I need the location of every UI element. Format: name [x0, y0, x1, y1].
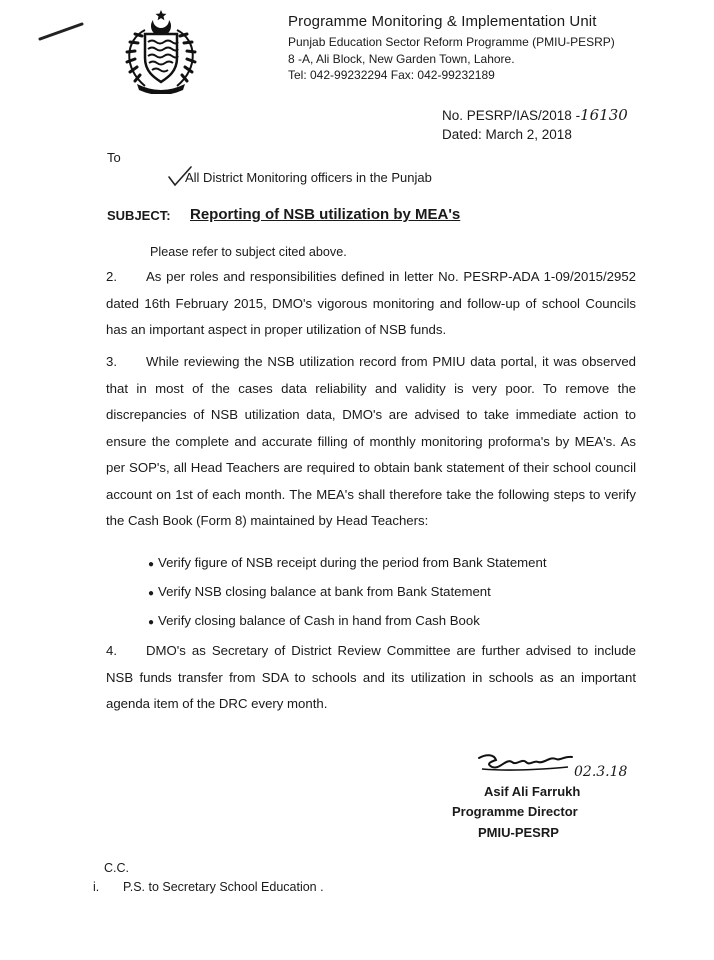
organization-name: Programme Monitoring & Implementation Unit: [288, 13, 597, 30]
subject-label: SUBJECT:: [107, 208, 171, 223]
signatory-name: Asif Ali Farrukh: [484, 784, 581, 799]
letter-date: Dated: March 2, 2018: [442, 127, 572, 142]
cc-item-text: P.S. to Secretary School Education .: [123, 880, 324, 894]
verification-steps-list: [148, 548, 547, 635]
reference-number-printed: No. PESRP/IAS/2018 -: [442, 108, 581, 123]
paragraph-2: [106, 264, 636, 344]
paragraph-number: 3.: [106, 354, 117, 369]
cc-item-numeral: i.: [93, 880, 100, 894]
bullet-icon: ●: [148, 559, 155, 570]
signature-date: 02.3.18: [574, 764, 628, 780]
list-item: ● Verify NSB closing balance at bank from Bank Statement: [148, 577, 547, 606]
programme-name: Punjab Education Sector Reform Programme (PMIU-PESRP): [288, 35, 615, 49]
reference-number: [442, 106, 628, 124]
list-item: ● Verify closing balance of Cash in hand from Cash Book: [148, 606, 547, 635]
paragraph-number: 2.: [106, 269, 117, 284]
bullet-icon: ●: [148, 617, 155, 628]
recipient-line: All District Monitoring officers in the Punjab: [185, 170, 432, 185]
reference-number-handwritten: 16130: [580, 106, 628, 124]
contact-numbers: Tel: 042-99232294 Fax: 042-99232189: [288, 68, 495, 82]
paragraph-3: [106, 349, 636, 535]
paragraph-text: While reviewing the NSB utilization record from PMIU data portal, it was observed that in most of the cases data reliability and validity is very poor. To remove the discrepancies of NSB utilization data, DMO's are advised to take immediate action to ensure the complete and accurate filling of monthly monitoring proforma's by MEA's. As per SOP's, all Head Teachers are required to obtain bank statement of their school council account on 1st of each month. The MEA's shall therefore take the following steps to verify the Cash Book (Form 8) maintained by Head Teachers:: [106, 354, 636, 528]
paragraph-number: 4.: [106, 643, 117, 658]
paragraph-4: [106, 638, 636, 718]
handwritten-signature: [476, 752, 576, 774]
list-item: ● Verify figure of NSB receipt during the period from Bank Statement: [148, 548, 547, 577]
paragraph-text: DMO's as Secretary of District Review Committee are further advised to include NSB funds transfer from SDA to schools and its utilization in schools as an important agenda item of the DRC every month.: [106, 643, 636, 711]
to-label: To: [107, 150, 121, 165]
cc-label: C.C.: [104, 861, 129, 875]
pen-stroke-mark: [38, 20, 84, 42]
bullet-icon: ●: [148, 588, 155, 599]
office-address: 8 -A, Ali Block, New Garden Town, Lahore.: [288, 52, 515, 66]
subject-text: Reporting of NSB utilization by MEA's: [190, 206, 461, 223]
signatory-title: Programme Director: [452, 804, 578, 819]
cc-item: [93, 880, 324, 894]
paragraph-text: As per roles and responsibilities defined in letter No. PESRP-ADA 1-09/2015/2952 dated 16th February 2015, DMO's vigorous monitoring and follow-up of school Councils has an important aspect in proper utilization of NSB funds.: [106, 269, 636, 337]
punjab-government-logo: [115, 6, 207, 94]
opening-line: Please refer to subject cited above.: [150, 245, 347, 259]
signatory-unit: PMIU-PESRP: [478, 825, 559, 840]
